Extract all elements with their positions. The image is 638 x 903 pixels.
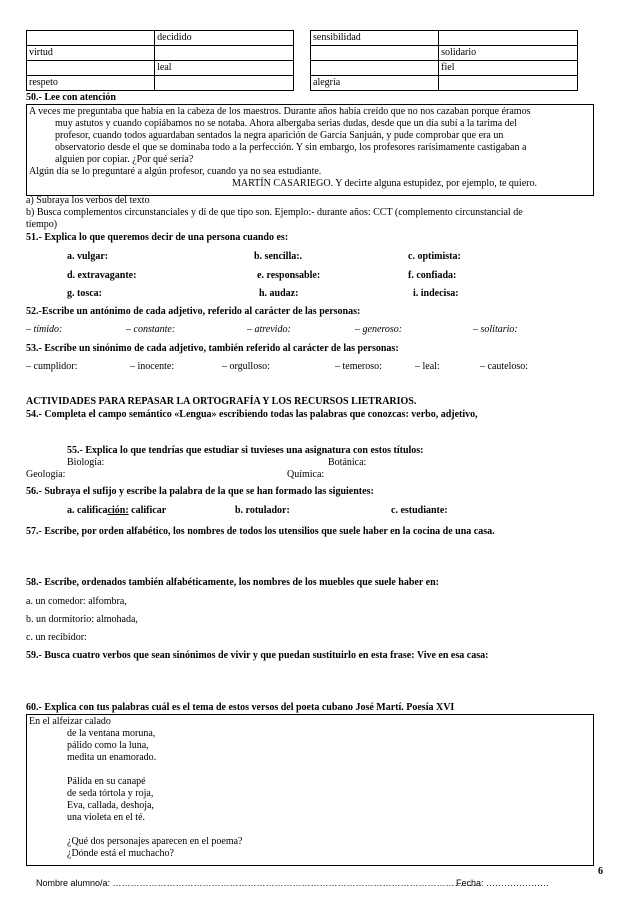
table-row [311, 46, 578, 61]
poem-first-line: En el alfeizar calado [29, 716, 111, 727]
q52-item: – generoso: [355, 324, 403, 335]
table-cell [311, 61, 439, 76]
table-row [27, 46, 294, 61]
q50-line-3: profesor, cuando todos aguardaban sentados la negra aparición de García Sanjuán, y pude comprobar que era un [55, 130, 504, 141]
q51-title: 51.- Explica lo que queremos decir de una persona cuando es: [26, 232, 289, 243]
q52-item: – constante: [126, 324, 176, 335]
q50-title: 50.- Lee con atención [26, 92, 116, 103]
table-cell: respeto [27, 76, 155, 91]
q50-line-4: observatorio desde el que se dominaba todo a la perfección. Y sin embargo, los profesores rarísimamente castigaban a [55, 142, 527, 153]
q50-line-1: A veces me preguntaba que había en la cabeza de los maestros. Durante años había creído que no nos cazaban porque éramos [29, 106, 531, 117]
q53-item: – cumplidor: [26, 361, 78, 372]
q50-line-5: alguien por copiar. ¿Por qué sería? [55, 154, 194, 165]
q56-a-suffix: ción: [107, 505, 129, 516]
q52-title: 52.-Escribe un antónimo de cada adjetivo, referido al carácter de las personas: [26, 306, 361, 317]
q56-item-c: c. estudiante: [391, 505, 448, 516]
q53-title: 53.- Escribe un sinónimo de cada adjetivo, también referido al carácter de las personas: [26, 343, 399, 354]
table-cell: decidido [155, 31, 294, 46]
q57-text: 57.- Escribe, por orden alfabético, los nombres de todos los utensilios que suele haber en la cocina de una casa. [26, 526, 495, 537]
q58-item: b. un dormitorio: almohada, [26, 614, 138, 625]
table-row [27, 61, 294, 76]
poem-verse: pálido como la luna, [67, 740, 149, 751]
q50-task-b: b) Busca complementos circunstanciales y dí de que tipo son. Ejemplo:- durante años: CCT (complemento circunstancial de [26, 207, 523, 218]
poem-verse: una violeta en el té. [67, 812, 146, 823]
poem-verse: de la ventana moruna, [67, 728, 156, 739]
vocab-table-right [310, 30, 578, 91]
q51-item: d. extravagante: [67, 270, 137, 281]
table-cell: fiel [439, 61, 578, 76]
q56-a-answer: calificar [128, 505, 167, 516]
table-cell: solidario [439, 46, 578, 61]
table-row [27, 76, 294, 91]
q56-title: 56.- Subraya el sufijo y escribe la palabra de la que se han formado las siguientes: [26, 486, 374, 497]
poem-question: ¿Dónde está el muchacho? [67, 848, 174, 859]
poem-verse: Eva, callada, deshoja, [67, 800, 154, 811]
q52-item: – solitario: [473, 324, 518, 335]
q51-item: a. vulgar: [67, 251, 109, 262]
q58-item: a. un comedor: alfombra, [26, 596, 127, 607]
table-cell: virtud [27, 46, 155, 61]
table-row [311, 61, 578, 76]
q56-item-a [67, 505, 166, 516]
poem-verse: Pálida en su canapé [67, 776, 146, 787]
q60-title: 60.- Explica con tus palabras cuál es el tema de estos versos del poeta cubano José Martí. Poesía XVI [26, 702, 455, 713]
q58-item: c. un recibidor: [26, 632, 87, 643]
q51-item: g. tosca: [67, 288, 102, 299]
q55-item: Geología: [26, 469, 66, 480]
table-row [311, 31, 578, 46]
vocab-table-left [26, 30, 294, 91]
q51-item: b. sencilla:. [254, 251, 303, 262]
table-row [311, 76, 578, 91]
table-cell [155, 46, 294, 61]
q51-item: e. responsable: [257, 270, 321, 281]
footer-date: Fecha: ………………… [456, 878, 550, 888]
table-cell [439, 76, 578, 91]
footer-student-name: Nombre alumno/a: …………………………………………………………………………………………………………… [36, 878, 482, 888]
q53-item: – cauteloso: [480, 361, 529, 372]
q52-item: – atrevido: [247, 324, 291, 335]
table-row [27, 31, 294, 46]
section-title: ACTIVIDADES PARA REPASAR LA ORTOGRAFÍA Y LOS RECURSOS LIETRARIOS. [26, 396, 417, 407]
q50-task-b-cont: tiempo) [26, 219, 58, 230]
poem-verse: medita un enamorado. [67, 752, 157, 763]
q55-item: Química: [287, 469, 325, 480]
q50-line-2: muy astutos y cuando copiábamos no se notaba. Ahora albergaba serias dudas, desde que un día subí a la tarima del [55, 118, 517, 129]
q56-item-b: b. rotulador: [235, 505, 290, 516]
q51-item: c. optimista: [408, 251, 461, 262]
table-cell: leal [155, 61, 294, 76]
q54-text: 54.- Completa el campo semántico «Lengua» escribiendo todas las palabras que conozcas: verbo, adjetivo, [26, 409, 478, 420]
table-cell: alegría [311, 76, 439, 91]
table-cell [27, 61, 155, 76]
q50-author: MARTÍN CASARIEGO. Y decirte alguna estupidez, por ejemplo, te quiero. [232, 178, 537, 189]
q50-last-line: Algún día se lo preguntaré a algún profesor, cuando ya no sea estudiante. [29, 166, 322, 177]
table-cell [155, 76, 294, 91]
table-cell [27, 31, 155, 46]
q53-item: – leal: [415, 361, 440, 372]
table-cell [311, 46, 439, 61]
table-cell: sensibilidad [311, 31, 439, 46]
q51-item: h. audaz: [259, 288, 299, 299]
q53-item: – temeroso: [335, 361, 382, 372]
table-cell [439, 31, 578, 46]
q59-text: 59.- Busca cuatro verbos que sean sinónimos de vivir y que puedan sustituirlo en esta frase: Vive en esa casa: [26, 650, 489, 661]
q53-item: – orgulloso: [222, 361, 270, 372]
q52-item: – tímido: [26, 324, 63, 335]
q55-item: Botánica: [328, 457, 367, 468]
page-number: 6 [598, 866, 603, 877]
q58-title: 58.- Escribe, ordenados también alfabéticamente, los nombres de los muebles que suele haber en: [26, 577, 439, 588]
q50-task-a: a) Subraya los verbos del texto [26, 195, 150, 206]
q53-item: – inocente: [130, 361, 175, 372]
poem-question: ¿Qué dos personajes aparecen en el poema? [67, 836, 243, 847]
q56-a-prefix: a. califica [67, 505, 108, 516]
q55-title: 55.- Explica lo que tendrías que estudiar si tuvieses una asignatura con estos títulos: [67, 445, 424, 456]
q51-item: f. confiada: [408, 270, 457, 281]
poem-verse: de seda tórtola y roja, [67, 788, 154, 799]
q55-item: Biología: [67, 457, 105, 468]
q51-item: i. indecisa: [413, 288, 459, 299]
